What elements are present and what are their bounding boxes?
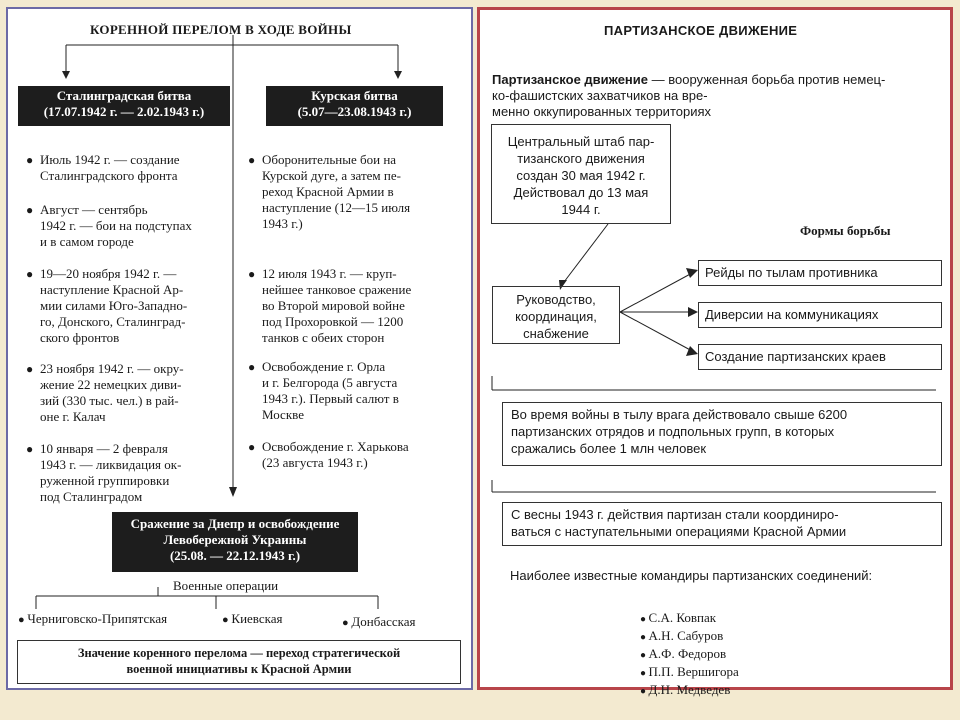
left-panel: [6, 7, 473, 690]
kursk-item: ● 12 июля 1943 г. — круп- нейшее танковое сражение во Второй мировой войне под Прохоровкой — 1200 танков с обеих сторон: [248, 266, 412, 345]
fact-units-box: Во время войны в тылу врага действовало свыше 6200 партизанских отрядов и подпольных групп, в которых сражались более 1 млн человек: [502, 402, 942, 466]
stalingrad-item: ● 23 ноября 1942 г. — окру- жение 22 немецких диви- зий (330 тыс. чел.) в рай- оне г. Калач: [26, 361, 184, 424]
bullet-icon: ●: [640, 632, 649, 643]
kursk-title: Курская битва: [311, 88, 398, 103]
right-panel: [477, 7, 953, 697]
dnieper-subtitle: Левобережной Украины: [163, 532, 307, 547]
kursk-battle-box: [266, 86, 443, 126]
definition-term: Партизанское движение: [492, 72, 649, 87]
left-title: КОРЕННОЙ ПЕРЕЛОМ В ХОДЕ ВОЙНЫ: [90, 22, 352, 37]
kursk-item: ● Оборонительные бои на Курской дуге, а затем пе- реход Красной Армии в наступление (12—15 июля 1943 г.): [248, 152, 411, 231]
commanders-label: Наиболее известные командиры партизанских соединений:: [510, 568, 873, 583]
form-territories: Создание партизанских краев: [698, 344, 942, 370]
kursk-item: ● Освобождение г. Орла и г. Белгорода (5 августа 1943 г.). Первый салют в Москве: [248, 359, 399, 422]
dnieper-title: Сражение за Днепр и освобождение: [130, 516, 340, 531]
commander-item: ● С.А. Ковпак: [640, 610, 717, 625]
stalingrad-item: ● 10 января — 2 февраля 1943 г. — ликвидация ок- руженной группировки под Сталинградом: [26, 441, 182, 504]
operation-item: ● Донбасская: [342, 614, 416, 629]
dnieper-battle-box: [112, 512, 358, 572]
stalingrad-title: Сталинградская битва: [56, 88, 192, 103]
definition-text: — вооруженная борьба против немец- ко-фашистских захватчиков на вре- менно оккупированных территориях: [492, 72, 886, 119]
bullet-icon: ●: [18, 614, 28, 626]
bullet-icon: ●: [342, 617, 352, 629]
form-sabotage: Диверсии на коммуникациях: [698, 302, 942, 328]
fact-coordination-box: С весны 1943 г. действия партизан стали координиро- ваться с наступательными операциями Красной Армии: [502, 502, 942, 546]
stalingrad-dates: (17.07.1942 г. — 2.02.1943 г.): [43, 104, 205, 119]
bullet-icon: ●: [640, 686, 649, 697]
dnieper-dates: (25.08. — 22.12.1943 г.): [169, 548, 301, 563]
commander-item: ● Д.Н. Медведев: [640, 682, 731, 697]
kursk-item: ● Освобождение г. Харькова (23 августа 1943 г.): [248, 439, 409, 470]
commander-item: ● А.Н. Сабуров: [640, 628, 724, 643]
coordination-box: Руководство, координация, снабжение: [492, 286, 620, 344]
stalingrad-item: ● Август — сентябрь 1942 г. — бои на подступах и в самом городе: [26, 202, 192, 249]
kursk-dates: (5.07—23.08.1943 г.): [297, 104, 412, 119]
commander-item: ● П.П. Вершигора: [640, 664, 739, 679]
hq-box: Центральный штаб пар- тизанского движения создан 30 мая 1942 г. Действовал до 13 мая 1944 г.: [491, 124, 671, 224]
forms-label: Формы борьбы: [800, 223, 891, 238]
commander-item: ● А.Ф. Федоров: [640, 646, 727, 661]
stalingrad-battle-box: [18, 86, 230, 126]
bullet-icon: ●: [222, 614, 232, 626]
operation-item: ● Киевская: [222, 611, 283, 626]
operations-label: Военные операции: [173, 578, 279, 593]
operation-item: ● Черниговско-Припятская: [18, 611, 168, 626]
stalingrad-item: ● Июль 1942 г. — создание Сталинградского фронта: [26, 152, 180, 183]
significance-box: Значение коренного перелома — переход стратегической военной инициативы к Красной Армии: [17, 640, 461, 684]
right-title: ПАРТИЗАНСКОЕ ДВИЖЕНИЕ: [604, 23, 798, 38]
form-raids: Рейды по тылам противника: [698, 260, 942, 286]
bullet-icon: ●: [640, 614, 649, 625]
bullet-icon: ●: [640, 668, 649, 679]
bullet-icon: ●: [640, 650, 649, 661]
stalingrad-item: ● 19—20 ноября 1942 г. — наступление Красной Ар- мии силами Юго-Западно- го, Донского, Сталинград- ского фронтов: [26, 266, 188, 345]
